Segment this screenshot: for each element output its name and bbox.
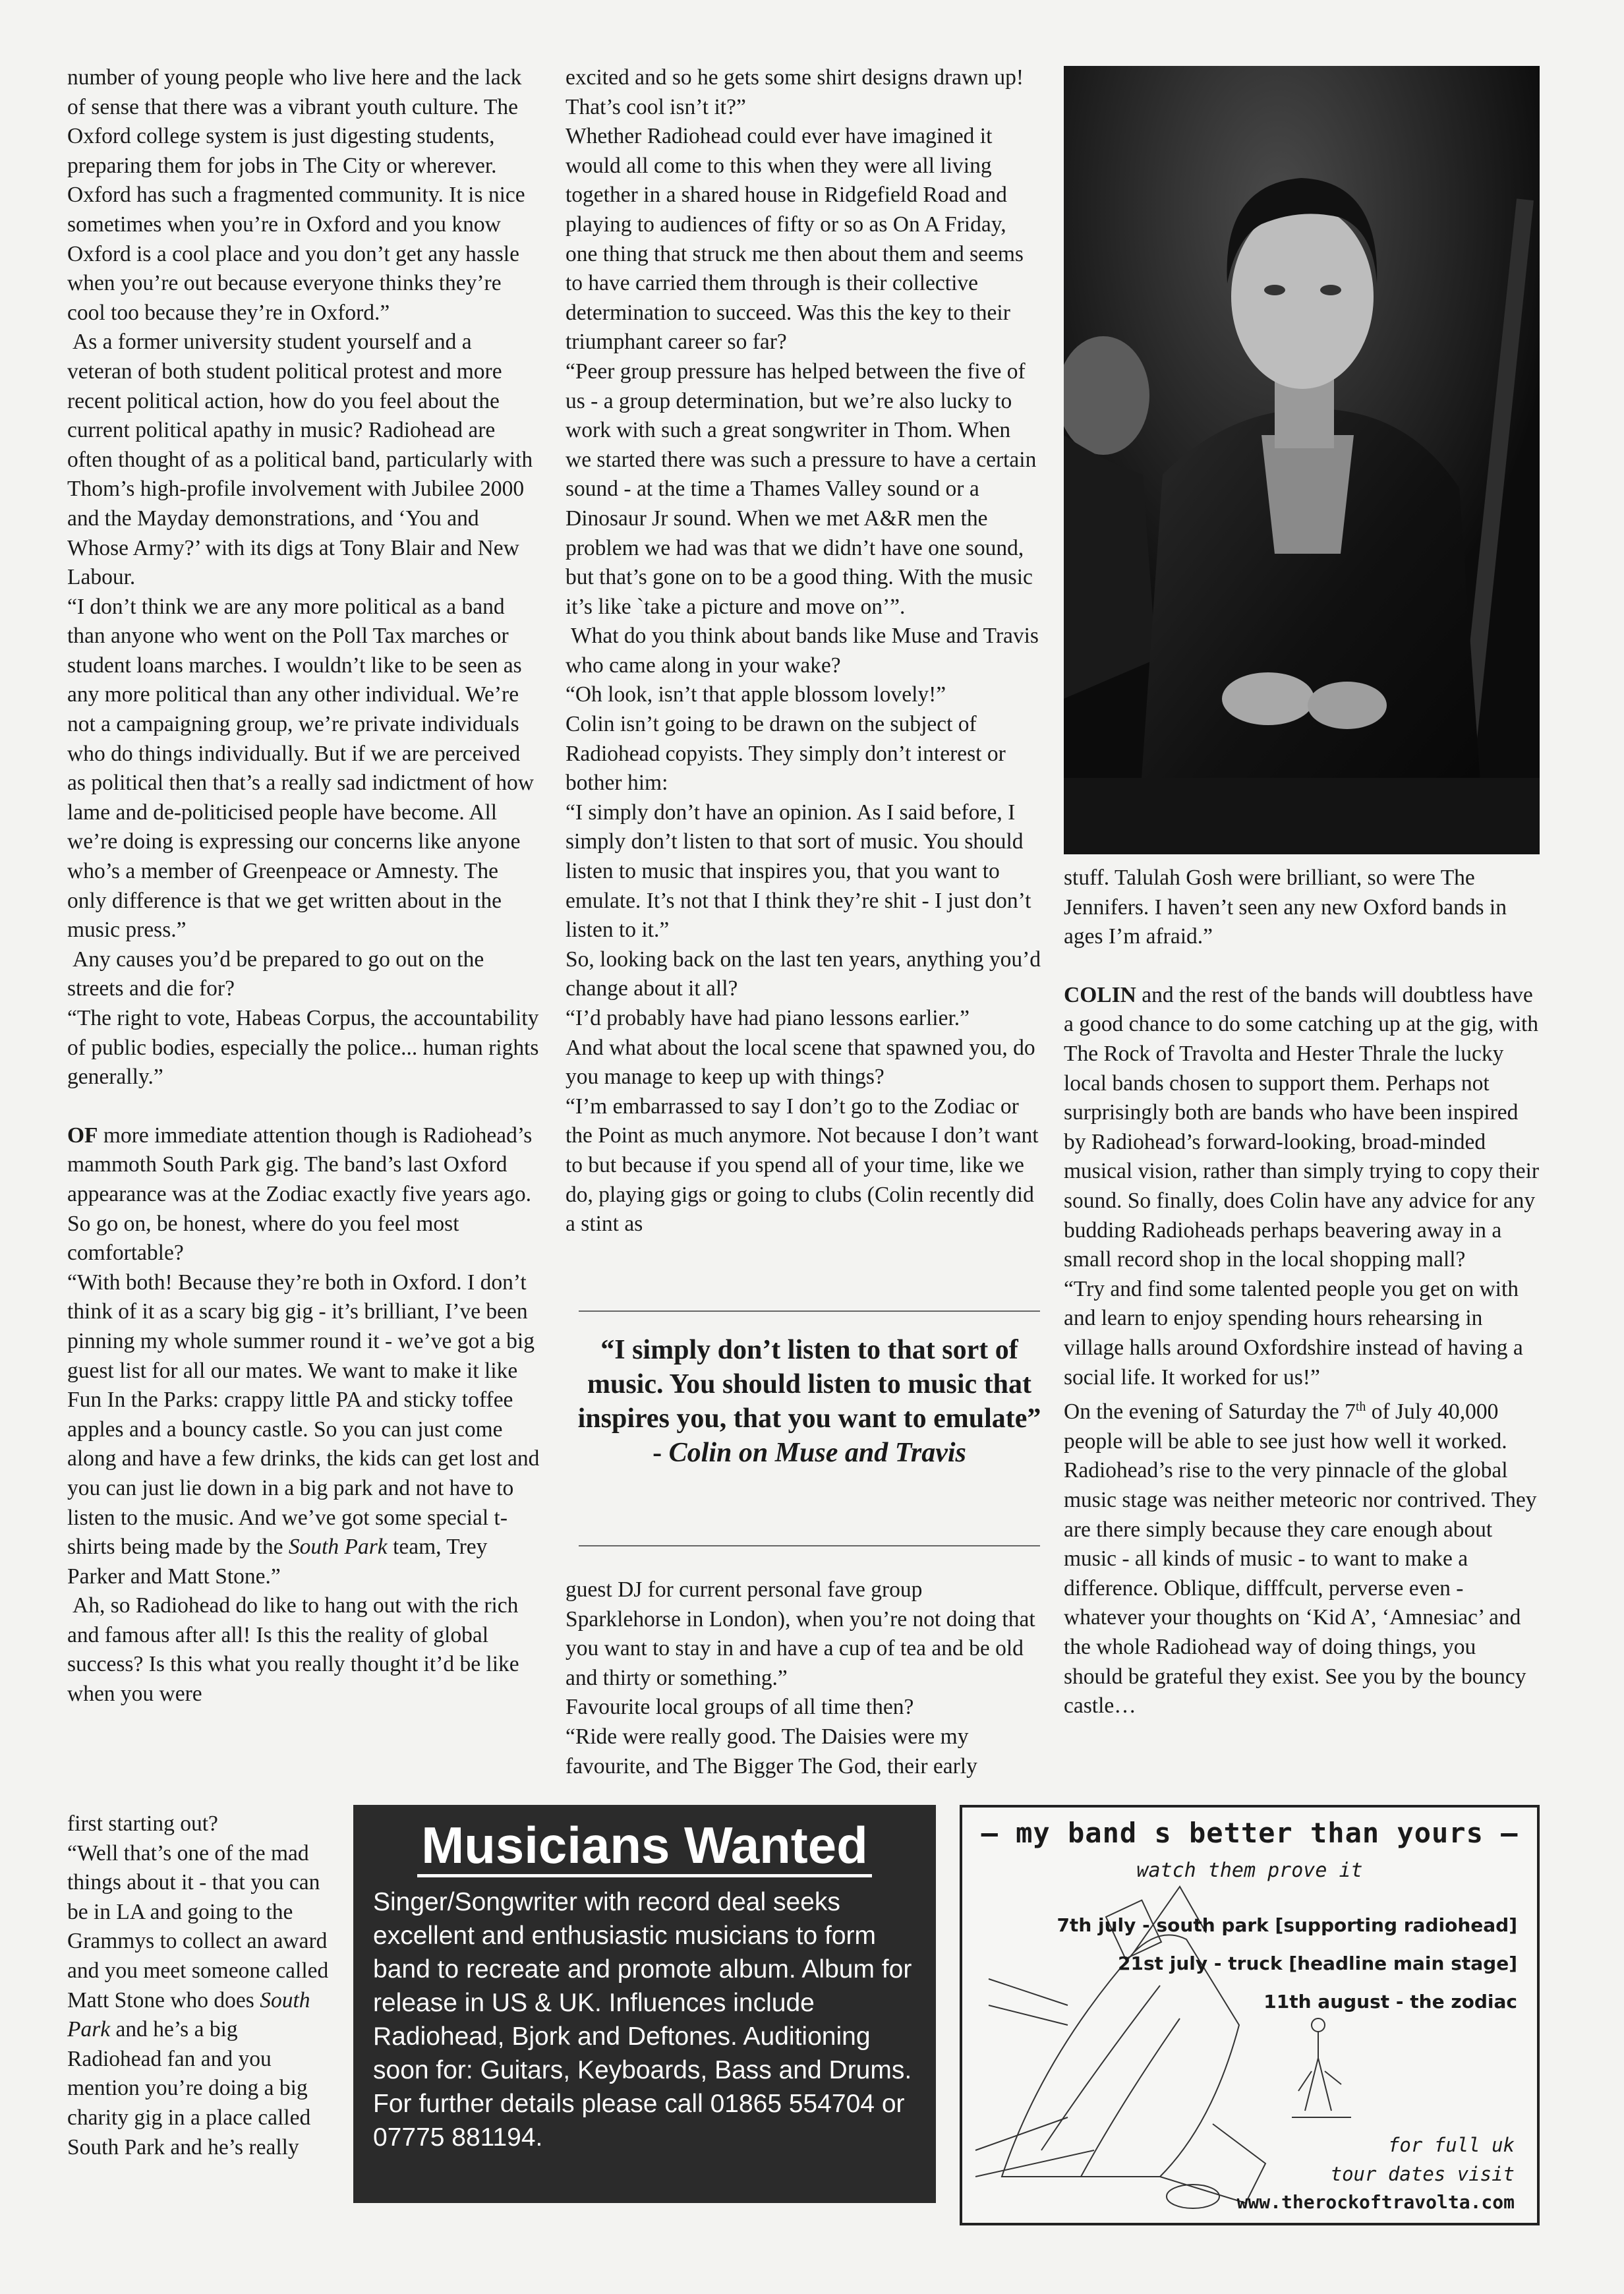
article-paragraph: “The right to vote, Habeas Corpus, the accountability of public bodies, especially the police... human rights generally.” bbox=[67, 1006, 539, 1090]
article-question: What do you think about bands like Muse and Travis who came along in your wake? bbox=[566, 624, 1039, 678]
tour-date: 21st july - truck [headline main stage] bbox=[1117, 1953, 1517, 1974]
tour-dates bbox=[1057, 1906, 1517, 2021]
ad-body: Singer/Songwriter with record deal seeks excellent and enthusiastic musicians to form band to recreate and promote album. Album for release in US & UK. Influences include Radiohead, Bjork and Deftones. Auditioning soon for: Guitars, Keyboards, Bass and Drums. For further details please call 01865 554704 or 07775 881194. bbox=[373, 1888, 912, 2152]
pull-quote-attribution: Colin on Muse and Travis bbox=[668, 1438, 966, 1468]
article-paragraph: OF more immediate attention though is Radiohead’s mammoth South Park gig. The band’s last Oxford appearance was at the Zodiac exactly five years ago. So go on, be honest, where do you feel most comfortable? bbox=[67, 1123, 533, 1266]
band-website-link[interactable]: www.therockoftravolta.com bbox=[1236, 2191, 1515, 2213]
article-paragraph: stuff. Talulah Gosh were brilliant, so were The Jennifers. I haven’t seen any new Oxford bands in ages I’m afraid.” bbox=[1064, 866, 1507, 949]
ad-footer: for full uk tour dates visit bbox=[1330, 2134, 1515, 2185]
article-question: Favourite local groups of all time then? bbox=[566, 1695, 914, 1720]
article-paragraph: first starting out? bbox=[67, 1811, 218, 1836]
musicians-wanted-ad bbox=[353, 1805, 936, 2203]
article-paragraph: “Well that’s one of the mad things about it - that you can be in LA and going to the Grammys to collect an award and you meet someone called Matt Stone who does South Park and he’s a big Radiohead fan and you mention you’re doing a big charity gig in a place called South Park and he’s really bbox=[67, 1840, 329, 2160]
section-lead: OF bbox=[67, 1123, 98, 1148]
section-lead: COLIN bbox=[1064, 982, 1136, 1007]
article-paragraph: “Peer group pressure has helped between the five of us - a group determination, but we’re also lucky to work with such a great songwriter in Thom. When we started there was such a pressure to have a certain sound - at the time a Thames Valley sound or a Dinosaur Jr sound. When we met A&R men the problem we had was that we didn’t have one sound, but that’s gone on to be a good thing. With the music it’s like `take a picture and move on’”. bbox=[566, 359, 1037, 619]
column-3 bbox=[1064, 864, 1540, 1721]
article-paragraph: excited and so he gets some shirt designs drawn up! That’s cool isn’t it?” bbox=[566, 65, 1024, 119]
article-paragraph: “Oh look, isn’t that apple blossom lovely!” bbox=[566, 682, 946, 707]
article-paragraph: On the evening of Saturday the 7th of July 40,000 people will be able to see just how well it worked. Radiohead’s rise to the very pinnacle of the global music stage was neither meteoric nor contrived. They are there simply because they care enough about music - all kinds of music - to want to make a difference. Oblique, difffcult, perverse even - whatever your thoughts on ‘Kid A’, ‘Amnesiac’ and the whole Radiohead way of doing things, you should be grateful they exist. See you by the bouncy castle… bbox=[1064, 1399, 1537, 1719]
article-paragraph: “I’d probably have had piano lessons earlier.” bbox=[566, 1006, 970, 1030]
article-paragraph: “Try and find some talented people you get on with and learn to enjoy spending hours rehearsing in village halls around Oxfordshire instead of having a social life. It worked for us!” bbox=[1064, 1276, 1523, 1390]
article-paragraph: “I simply don’t have an opinion. As I said before, I simply don’t listen to that sort of music. You should listen to music that inspires you, that you want to emulate. It’s not that I think they’re shit - I just don’t listen to it.” bbox=[566, 800, 1031, 943]
column-2-continued bbox=[566, 1575, 1041, 1781]
column-1-continued bbox=[67, 1809, 337, 2162]
article-paragraph: “I’m embarrassed to say I don’t go to the Zodiac or the Point as much anymore. Not because I don’t want to but because if you spend all of your time, like we do, playing gigs or going to clubs (Colin recently did a stint as bbox=[566, 1094, 1039, 1237]
ad-title: Musicians Wanted bbox=[417, 1816, 872, 1877]
ad-subline: watch them prove it bbox=[1136, 1859, 1363, 1882]
column-1 bbox=[67, 63, 542, 1709]
article-paragraph: “Ride were really good. The Daisies were my favourite, and The Bigger The God, their early bbox=[566, 1724, 977, 1779]
photo-illustration bbox=[1064, 66, 1540, 854]
article-paragraph: Colin isn’t going to be drawn on the subject of Radiohead copyists. They simply don’t interest or bother him: bbox=[566, 712, 1006, 796]
article-question: Any causes you’d be prepared to go out on the streets and die for? bbox=[67, 947, 484, 1001]
ad-headline: — my band s better than yours — bbox=[981, 1817, 1519, 1849]
pull-quote: “I simply don’t listen to that sort of music. You should listen to music that inspires you, that you want to emulate” - Colin on Muse and Travis bbox=[577, 1335, 1041, 1468]
article-paragraph: number of young people who live here and the lack of sense that there was a vibrant youth culture. The Oxford college system is just digesting students, preparing them for jobs in The City or wherever. Oxford has such a fragmented community. It is nice sometimes when you’re in Oxford and you know Oxford is a cool place and you don’t get any hassle when you’re out because everyone thinks they’re cool too because they’re in Oxford.” bbox=[67, 65, 525, 325]
article-paragraph: guest DJ for current personal fave group Sparklehorse in London), when you’re not doing that you want to stay in and have a cup of tea and be old and thirty or something.” bbox=[566, 1577, 1035, 1690]
tour-date: 11th august - the zodiac bbox=[1263, 1991, 1517, 2013]
article-paragraph: Whether Radiohead could ever have imagined it would all come to this when they were all living together in a shared house in Ridgefield Road and playing to audiences of fifty or so as On A Friday, one thing that struck me then about them and seems to have carried them through is their collective determination to succeed. Was this the key to their triumphant career so far? bbox=[566, 124, 1024, 355]
pull-quote-bottom-rule bbox=[579, 1545, 1040, 1546]
article-question: Ah, so Radiohead do like to hang out with the rich and famous after all! Is this the reality of global success? Is this what you really thought it’d be like when you were bbox=[67, 1593, 519, 1707]
article-question: And what about the local scene that spawned you, do you manage to keep up with things? bbox=[566, 1035, 1035, 1090]
article-question: As a former university student yourself and a veteran of both student political protest and more recent political action, how do you feel about the current political apathy in music? Radiohead are often thought of as a political band, particularly with Thom’s high-profile involvement with Jubilee 2000 and the Mayday demonstrations, and ‘You and Whose Army?’ with its digs at Tony Blair and New Labour. bbox=[67, 330, 533, 590]
tour-date: 7th july - south park [supporting radiohead] bbox=[1057, 1914, 1517, 1936]
article-question: So, looking back on the last ten years, anything you’d change about it all? bbox=[566, 947, 1041, 1001]
band-member-photo bbox=[1064, 66, 1540, 854]
article-paragraph: “With both! Because they’re both in Oxford. I don’t think of it as a scary big gig - it’s brilliant, I’ve been pinning my whole summer round it - we’ve got a big guest list for all our mates. We want to make it like Fun In the Parks: crappy little PA and sticky toffee apples and a bouncy castle. So you can just come along and have a few drinks, the kids can get lost and you can just lie down in a big park and not have to listen to the music. And we’ve got some special t-shirts being made by the South Park team, Trey Parker and Matt Stone.” bbox=[67, 1270, 540, 1589]
pull-quote-top-rule bbox=[579, 1310, 1040, 1312]
column-2 bbox=[566, 63, 1041, 1239]
article-paragraph: COLIN and the rest of the bands will doubtless have a good chance to do some catching up at the gig, with The Rock of Travolta and Hester Thrale the lucky local bands chosen to support them. Perhaps not surprisingly both are bands who have been inspired by Radiohead’s forward-looking, broad-minded musical vision, rather than simply trying to copy their sound. So finally, does Colin have any advice for any budding Radioheads perhaps beavering away in a small record shop in the local shopping mall? bbox=[1064, 982, 1540, 1272]
article-paragraph: “I don’t think we are any more political as a band than anyone who went on the Poll Tax marches or student loans marches. I wouldn’t like to be seen as any more political than any other individual. We’re not a campaigning group, we’re private individuals who do things individually. But if we are perceived as political then that’s a really sad indictment of how lame and de-politicised people have become. All we’re doing is expressing our concerns like anyone who’s a member of Greenpeace or Amnesty. The only difference is that we get written about in the music press.” bbox=[67, 594, 534, 943]
band-gig-ad bbox=[960, 1805, 1540, 2225]
